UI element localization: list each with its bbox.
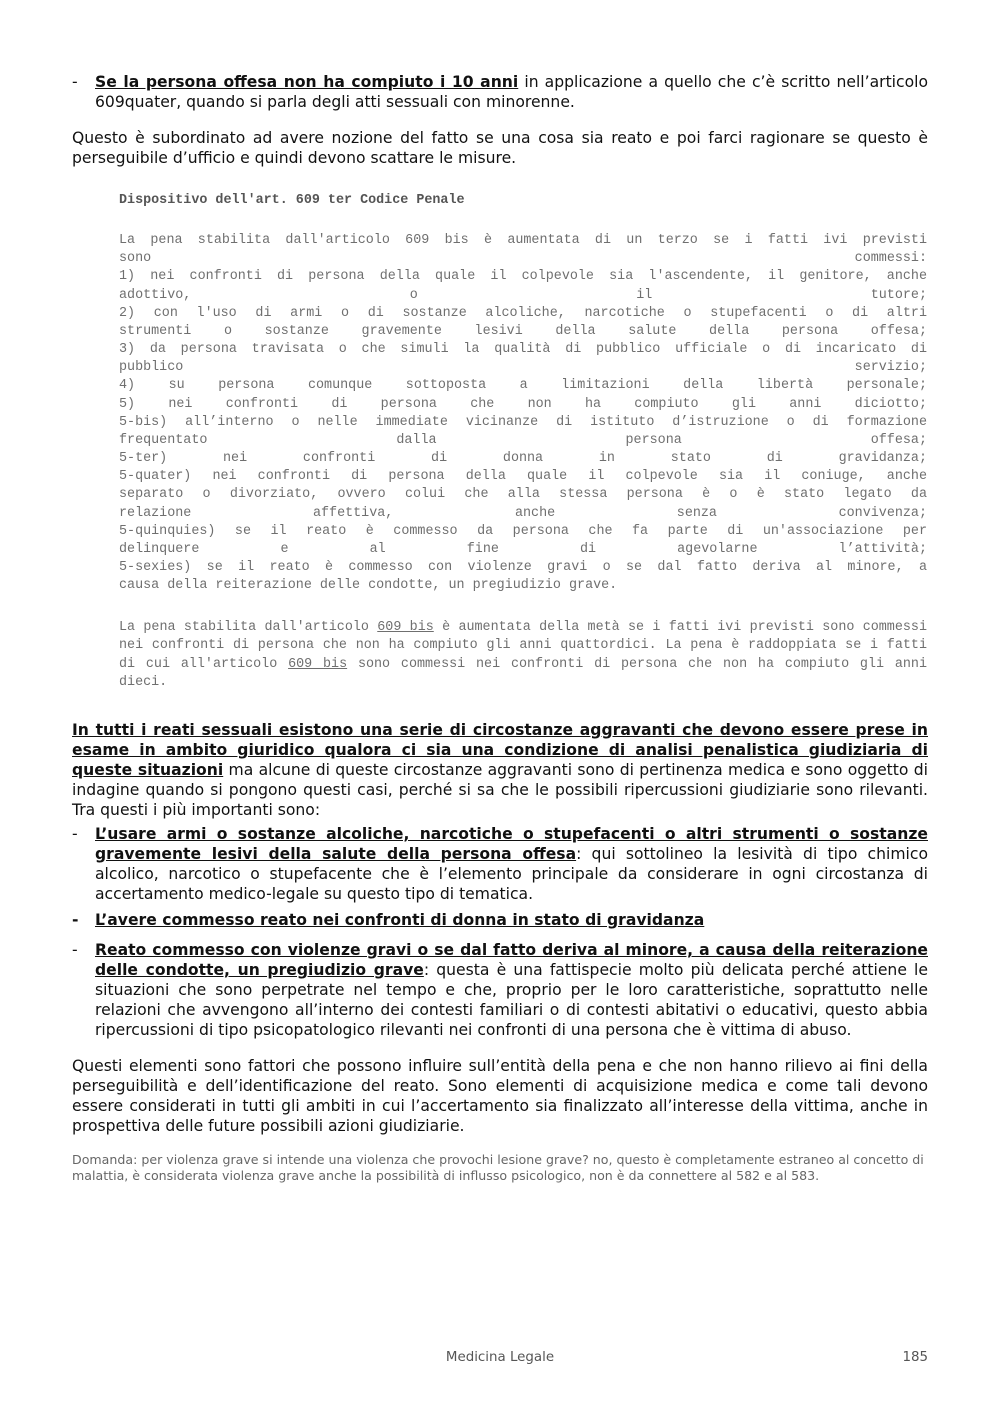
article-tail-text: è aumentata della metà se i fatti ivi previsti sono commessi nei confronti di persona che non ha compiuto gli anni quattordici. La pena è raddoppiata se i fatti di cui all'articolo xyxy=(119,620,927,672)
bullet-dash: - xyxy=(72,940,78,959)
article-line: La pena stabilita dall'articolo 609 bis è aumentata di un terzo se i fatti ivi previsti xyxy=(119,233,927,249)
document-page xyxy=(72,72,928,1184)
article-line: 5-sexies) se il reato è commesso con violenze gravi o se dal fatto deriva al minore, a xyxy=(119,559,927,575)
bullet-item xyxy=(72,940,928,1040)
bullet-bold: Reato commesso con violenze gravi o se dal fatto deriva al minore, a causa della reiterazione delle condotte, un pregiudizio grave xyxy=(95,940,928,979)
article-line: 5-bis) all’interno o nelle immediate vicinanze di istituto d’istruzione o di formazione xyxy=(119,414,927,430)
page-number: 185 xyxy=(902,1350,928,1365)
article-line: 5-quinquies) se il reato è commesso da persona che fa parte di un'associazione per xyxy=(119,523,927,539)
footer-title: Medicina Legale xyxy=(445,1350,555,1365)
intro-bullet-bold: Se la persona offesa non ha compiuto i 10 anni xyxy=(95,73,519,91)
question-note: Domanda: per violenza grave si intende una violenza che provochi lesione grave? no, questo è completamente estraneo al concetto di malattia, è considerata violenza grave anche la possibilità di influsso psicologico, non è da connettere al 582 e al 583. xyxy=(72,1151,924,1183)
closing-paragraph: Questi elementi sono fattori che possono influire sull’entità della pena e che non hanno rilievo ai fini della perseguibilità e dell’identificazione del reato. Sono elementi di acquisizione medica e come tali devono essere considerati in tutti gli ambiti in cui l’accertamento sia finalizzato all’interesse della vittima, anche in prospettiva delle future possibili azioni giudiziarie. xyxy=(72,1056,928,1135)
article-line: 5-ter) nei confronti di donna in stato di gravidanza; xyxy=(119,451,927,467)
article-line: 3) da persona travisata o che simuli la qualità di pubblico ufficiale o di incaricato di xyxy=(119,342,927,358)
article-line: 5-quater) nei confronti di persona della quale il colpevole sia il coniuge, anche xyxy=(119,469,927,485)
bullet-dash: - xyxy=(72,910,79,929)
article-tail-text: sono commessi nei confronti di persona che non ha compiuto gli anni dieci. xyxy=(119,656,927,690)
article-line: 1) nei confronti di persona della quale il colpevole sia l'ascendente, il genitore, anche xyxy=(119,269,927,285)
bullet-dash: - xyxy=(72,824,78,843)
article-excerpt xyxy=(119,192,927,692)
article-tail xyxy=(119,619,927,692)
article-line: adottivo, o il tutore; xyxy=(119,287,927,303)
bullet-text: : questa è una fattispecie molto più delicata perché attiene le situazioni che sono perpetrate nel tempo e che, proprio per le loro caratteristiche, soprattutto nelle relazioni che avvengono all’interno dei contesti familiari o di contesti abitativi o educativi, questo abbia ripercussioni di tipo psicopatologico rilevanti nei confronti di una persona che è vittima di abuso. xyxy=(95,960,928,1039)
aggravanti-bold: In tutti i reati sessuali esistono una serie di circostanze aggravanti che devono essere prese in esame in ambito giuridico qualora ci sia una condizione di analisi penalistica giudiziaria di queste situazioni xyxy=(72,720,928,779)
article-line: delinquere e al fine di agevolarne l’attività; xyxy=(119,541,927,557)
article-link-609bis[interactable]: 609 bis xyxy=(288,656,348,672)
article-line: 2) con l'uso di armi o di sostanze alcoliche, narcotiche o stupefacenti o di altri xyxy=(119,305,927,321)
article-line: strumenti o sostanze gravemente lesivi della salute della persona offesa; xyxy=(119,323,927,339)
article-link-609bis[interactable]: 609 bis xyxy=(377,620,434,636)
article-line: sono commessi: xyxy=(119,251,927,267)
article-tail-text: La pena stabilita dall'articolo xyxy=(119,620,378,636)
aggravanti-text: ma alcune di queste circostanze aggravanti sono di pertinenza medica e sono oggetto di indagine quando si pongono questi casi, perché si sa che le possibili ripercussioni giudiziarie sono rilevanti. Tra questi i più importanti sono: xyxy=(72,760,928,819)
article-line: 4) su persona comunque sottoposta a limitazioni della libertà personale; xyxy=(119,378,927,394)
article-line: frequentato dalla persona offesa; xyxy=(119,432,927,448)
bullet-dash: - xyxy=(72,73,78,91)
bullet-bold: L’avere commesso reato nei confronti di donna in stato di gravidanza xyxy=(95,910,705,929)
aggravanti-paragraph xyxy=(72,720,928,820)
intro-bullet-text: in applicazione a quello che c’è scritto nell’articolo 609quater, quando si parla degli atti sessuali con minorenne. xyxy=(95,73,928,111)
article-line: 5) nei confronti di persona che non ha compiuto gli anni diciotto; xyxy=(119,396,927,412)
article-line: pubblico servizio; xyxy=(119,360,927,376)
bullet-bold: L’usare armi o sostanze alcoliche, narcotiche o stupefacenti o altri strumenti o sostanze gravemente lesivi della salute della persona offesa xyxy=(95,824,928,863)
bullet-text: : qui sottolineo la lesività di tipo chimico alcolico, narcotico o stupefacente che è l’elemento principale da considerare in ogni circostanza di accertamento medico-legale su questo tipo di tematica. xyxy=(95,844,928,903)
bullet-item xyxy=(72,910,928,930)
intro-paragraph: Questo è subordinato ad avere nozione del fatto se una cosa sia reato e poi farci ragionare se questo è perseguibile d’ufficio e quindi devono scattare le misure. xyxy=(72,129,928,167)
article-line: separato o divorziato, ovvero colui che alla stessa persona è o è stato legato da xyxy=(119,487,927,503)
article-line: causa della reiterazione delle condotte, un pregiudizio grave. xyxy=(119,578,618,594)
article-title: Dispositivo dell'art. 609 ter Codice Penale xyxy=(119,193,465,208)
intro-bullet xyxy=(72,72,928,112)
article-line: relazione affettiva, anche senza convivenza; xyxy=(119,505,927,521)
article-body xyxy=(119,232,927,595)
bullet-item xyxy=(72,824,928,904)
